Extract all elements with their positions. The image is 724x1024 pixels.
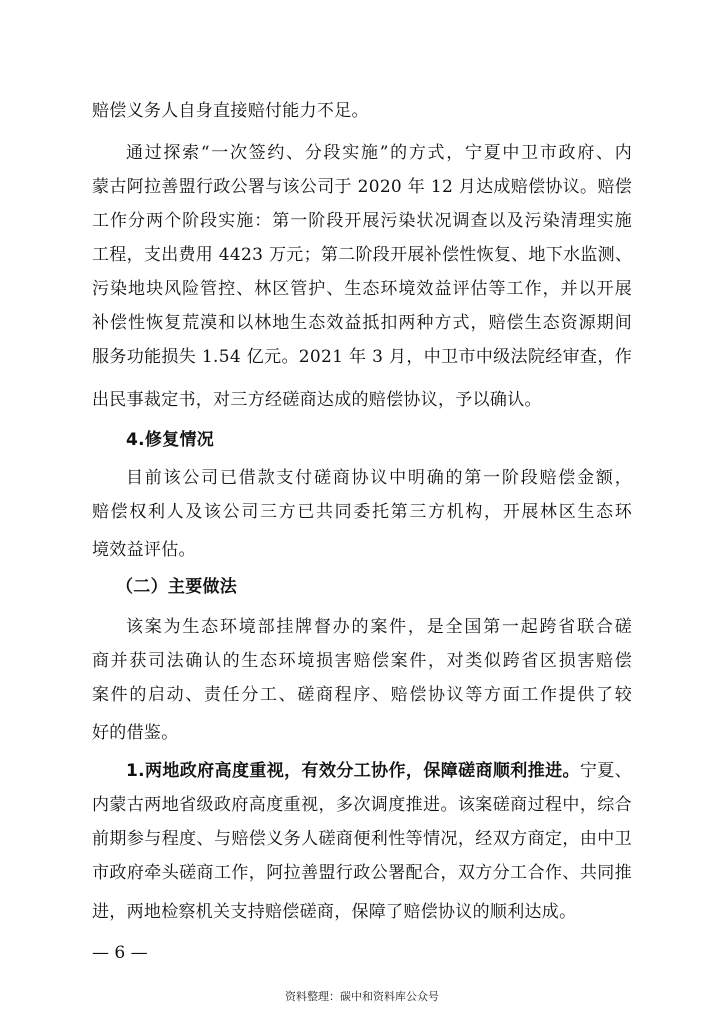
paragraph-line: 出民事裁定书，对三方经磋商达成的赔偿协议，予以确认。 xyxy=(92,390,542,410)
footer-source: 资料整理：碳中和资料库公众号 xyxy=(285,990,439,1003)
section-heading: （二）主要做法 xyxy=(116,577,238,597)
paragraph-line: 污染地块风险管控、林区管护、生态环境效益评估等工作，并以开展 xyxy=(92,279,632,299)
paragraph-line: 赔偿义务人自身直接赔付能力不足。 xyxy=(92,101,369,121)
paragraph-line: 商并获司法确认的生态环境损害赔偿案件，对类似跨省区损害赔偿 xyxy=(92,651,632,671)
paragraph-line: 工作分两个阶段实施：第一阶段开展污染状况调查以及污染清理实施 xyxy=(92,211,632,231)
lead-sentence: 1.两地政府高度重视，有效分工协作，保障磋商顺利推进。 xyxy=(126,761,580,781)
paragraph-line-lead xyxy=(126,756,632,786)
paragraph-line: 服务功能损失 1.54 亿元。2021 年 3 月，中卫市中级法院经审查，作 xyxy=(92,347,632,367)
paragraph-line: 好的借鉴。 xyxy=(92,723,179,743)
paragraph-line: 该案为生态环境部挂牌督办的案件，是全国第一起跨省联合磋 xyxy=(126,617,632,637)
paragraph-line: 市政府牵头磋商工作，阿拉善盟行政公署配合，双方分工合作、共同推 xyxy=(92,863,632,883)
paragraph-line: 工程，支出费用 4423 万元；第二阶段开展补偿性恢复、地下水监测、 xyxy=(92,245,633,265)
paragraph-line: 境效益评估。 xyxy=(92,540,196,560)
paragraph-line: 补偿性恢复荒漠和以林地生态效益抵扣两种方式，赔偿生态资源期间 xyxy=(92,313,632,333)
paragraph-line: 目前该公司已借款支付磋商协议中明确的第一阶段赔偿金额， xyxy=(126,468,632,488)
paragraph-line: 进，两地检察机关支持赔偿磋商，保障了赔偿协议的顺利达成。 xyxy=(92,902,577,922)
paragraph-line: 赔偿权利人及该公司三方已共同委托第三方机构，开展林区生态环 xyxy=(92,502,632,522)
paragraph-line: 前期参与程度、与赔偿义务人磋商便利性等情况，经双方商定，由中卫 xyxy=(92,829,632,849)
lead-rest: 宁夏、 xyxy=(579,761,632,781)
page-number: — 6 — xyxy=(92,943,148,963)
paragraph-line: 案件的启动、责任分工、磋商程序、赔偿协议等方面工作提供了较 xyxy=(92,685,632,705)
paragraph-line: 通过探索“一次签约、分段实施”的方式，宁夏中卫市政府、内 xyxy=(126,143,632,163)
paragraph-line: 内蒙古两地省级政府高度重视，多次调度推进。该案磋商过程中，综合 xyxy=(92,795,632,815)
paragraph-line: 蒙古阿拉善盟行政公署与该公司于 2020 年 12 月达成赔偿协议。赔偿 xyxy=(92,177,632,197)
section-heading: 4.修复情况 xyxy=(126,430,215,450)
